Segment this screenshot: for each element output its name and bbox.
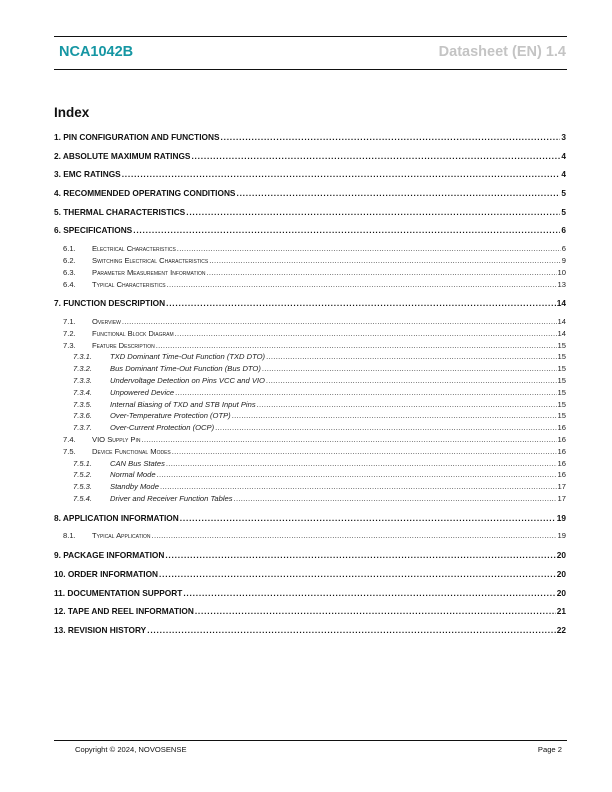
toc-subentry[interactable] <box>54 255 567 267</box>
dot-leader <box>234 493 557 504</box>
toc-entry-label: 4. RECOMMENDED OPERATING CONDITIONS <box>54 188 236 199</box>
toc-entry-page: 21 <box>556 606 566 617</box>
toc-subentry-number: 7.3.6. <box>73 411 92 421</box>
toc-subentry-number: 7.5.4. <box>73 493 92 503</box>
toc-subentry-label: Device Functional Modes <box>92 446 171 456</box>
toc-subentry-label: TXD Dominant Time-Out Function (TXD DTO) <box>110 352 266 362</box>
toc-subentry-page: 17 <box>557 482 566 492</box>
toc-subentry[interactable] <box>54 340 567 352</box>
toc-entry[interactable] <box>54 168 567 187</box>
toc-entry-label: 10. ORDER INFORMATION <box>54 568 159 579</box>
toc-subentry-label: Internal Biasing of TXD and STB Input Pins <box>110 399 256 409</box>
toc-subentry-number: 7.3.2. <box>73 364 92 374</box>
toc-subentry-page: 15 <box>557 411 566 421</box>
toc-subentry-label: Typical Characteristics <box>92 279 166 289</box>
toc-entry-label: 7. FUNCTION DESCRIPTION <box>54 298 166 309</box>
page-title: Index <box>54 105 90 120</box>
dot-leader <box>122 316 557 327</box>
toc-entry-page: 3 <box>561 132 566 142</box>
toc-entry-page: 22 <box>556 624 566 635</box>
toc-subentry-page: 10 <box>557 267 566 277</box>
toc-entry-page: 20 <box>556 568 566 579</box>
table-of-contents <box>54 131 567 643</box>
toc-entry[interactable] <box>54 587 567 606</box>
toc-subentry-number: 6.4. <box>63 279 76 289</box>
toc-subentry[interactable] <box>54 530 567 542</box>
dot-leader <box>157 469 557 480</box>
dot-leader <box>159 568 556 581</box>
toc-subentry-number: 7.3.3. <box>73 375 92 385</box>
product-name: NCA1042B <box>59 44 134 60</box>
toc-subentry-label: CAN Bus States <box>110 458 165 468</box>
header-rule-bottom <box>54 69 567 70</box>
toc-subentry-page: 15 <box>557 352 566 362</box>
dot-leader <box>209 255 561 266</box>
toc-subentry-label: Driver and Receiver Function Tables <box>110 493 233 503</box>
toc-subentry-number: 7.4. <box>63 434 76 444</box>
toc-entry[interactable] <box>54 297 567 316</box>
toc-subentry-page: 14 <box>557 328 566 338</box>
toc-subentry[interactable] <box>54 279 567 291</box>
dot-leader <box>186 206 560 219</box>
toc-entry[interactable] <box>54 624 567 643</box>
copyright: Copyright © 2024, NOVOSENSE <box>75 745 187 754</box>
toc-entry-label: 2. ABSOLUTE MAXIMUM RATINGS <box>54 150 191 161</box>
toc-subentry-number: 7.3.1. <box>73 352 92 362</box>
dot-leader <box>133 224 560 237</box>
toc-subentry-label: Parameter Measurement Information <box>92 267 206 277</box>
toc-subentry-page: 15 <box>557 340 566 350</box>
toc-entry-page: 6 <box>561 225 566 236</box>
toc-entry[interactable] <box>54 549 567 568</box>
toc-subentry-page: 19 <box>557 531 566 541</box>
dot-leader <box>160 481 557 492</box>
toc-subentry[interactable] <box>54 375 567 387</box>
dot-leader <box>172 446 557 457</box>
dot-leader <box>166 297 556 310</box>
document-version: Datasheet (EN) 1.4 <box>438 44 566 60</box>
toc-subentry-number: 7.5.1. <box>73 458 92 468</box>
dot-leader <box>122 168 561 181</box>
toc-subentry-label: Feature Description <box>92 340 155 350</box>
toc-entry-page: 4 <box>561 169 566 180</box>
toc-subentry-page: 15 <box>557 399 566 409</box>
toc-subentry[interactable] <box>54 410 567 422</box>
toc-subentry-number: 7.3.7. <box>73 423 92 433</box>
toc-subentry[interactable] <box>54 422 567 434</box>
toc-subentry[interactable] <box>54 399 567 411</box>
toc-subentry[interactable] <box>54 243 567 255</box>
header-rule-top <box>54 36 567 37</box>
toc-subentry-number: 6.3. <box>63 267 76 277</box>
dot-leader <box>175 328 557 339</box>
toc-subentry[interactable] <box>54 493 567 505</box>
toc-subsection-group <box>54 243 567 297</box>
toc-subentry[interactable] <box>54 481 567 493</box>
toc-subentry-number: 6.1. <box>63 244 76 254</box>
toc-entry-label: 5. THERMAL CHARACTERISTICS <box>54 206 186 217</box>
toc-subentry-label: Functional Block Diagram <box>92 328 174 338</box>
footer-rule <box>54 740 567 741</box>
toc-entry-label: 11. DOCUMENTATION SUPPORT <box>54 587 183 598</box>
dot-leader <box>141 434 556 445</box>
toc-subentry[interactable] <box>54 458 567 470</box>
toc-subentry-page: 6 <box>561 244 566 254</box>
dot-leader <box>156 340 557 351</box>
toc-entry[interactable] <box>54 206 567 225</box>
toc-entry-page: 5 <box>561 206 566 217</box>
toc-subentry-label: Unpowered Device <box>110 387 175 397</box>
toc-subentry-number: 7.1. <box>63 317 76 326</box>
dot-leader <box>262 363 557 374</box>
toc-subentry-number: 7.3. <box>63 340 76 350</box>
toc-entry[interactable] <box>54 512 567 531</box>
toc-subentry-label: Typical Application <box>92 531 151 541</box>
toc-subentry-number: 7.3.4. <box>73 387 92 397</box>
toc-subentry-number: 7.5.2. <box>73 470 92 480</box>
dot-leader <box>167 279 557 290</box>
dot-leader <box>236 187 560 200</box>
dot-leader <box>257 399 557 410</box>
toc-entry-label: 9. PACKAGE INFORMATION <box>54 550 165 561</box>
toc-subentry-page: 16 <box>557 470 566 480</box>
toc-entry-label: 8. APPLICATION INFORMATION <box>54 512 179 523</box>
toc-subentry[interactable] <box>54 267 567 279</box>
toc-subentry-label: Switching Electrical Characteristics <box>92 255 209 265</box>
toc-subentry-page: 16 <box>557 446 566 456</box>
toc-subentry[interactable] <box>54 316 567 328</box>
toc-entry[interactable] <box>54 150 567 169</box>
toc-subentry-label: Electrical Characteristics <box>92 244 176 254</box>
toc-entry-page: 19 <box>556 512 566 523</box>
toc-subentry-label: VIO Supply Pin <box>92 434 141 444</box>
dot-leader <box>165 549 555 562</box>
toc-subentry-page: 15 <box>557 364 566 374</box>
toc-subentry-label: Normal Mode <box>110 470 156 480</box>
toc-subentry[interactable] <box>54 328 567 340</box>
toc-subentry-label: Standby Mode <box>110 482 159 492</box>
toc-entry-label: 13. REVISION HISTORY <box>54 624 147 635</box>
toc-subsection-group <box>54 316 567 512</box>
dot-leader <box>180 512 556 525</box>
toc-subentry-number: 7.5. <box>63 446 76 456</box>
dot-leader <box>195 605 556 618</box>
toc-subentry-label: Bus Dominant Time-Out Function (Bus DTO) <box>110 364 261 374</box>
toc-subentry[interactable] <box>54 446 567 458</box>
toc-subentry[interactable] <box>54 469 567 481</box>
toc-entry[interactable] <box>54 224 567 243</box>
toc-entry-page: 14 <box>556 298 566 309</box>
toc-subentry-page: 16 <box>557 458 566 468</box>
toc-subentry[interactable] <box>54 351 567 363</box>
toc-subentry-page: 15 <box>557 375 566 385</box>
toc-subentry-number: 6.2. <box>63 255 76 265</box>
toc-entry-label: 1. PIN CONFIGURATION AND FUNCTIONS <box>54 132 220 142</box>
toc-entry[interactable] <box>54 605 567 624</box>
toc-subentry-label: Over-Temperature Protection (OTP) <box>110 411 231 421</box>
dot-leader <box>232 410 557 421</box>
toc-entry-page: 4 <box>561 150 566 161</box>
toc-entry-label: 12. TAPE AND REEL INFORMATION <box>54 606 194 617</box>
toc-subentry-page: 16 <box>557 434 566 444</box>
toc-subentry-number: 8.1. <box>63 531 76 541</box>
toc-entry[interactable] <box>54 568 567 587</box>
dot-leader <box>191 150 560 163</box>
toc-subentry-page: 9 <box>561 255 566 265</box>
dot-leader <box>220 131 560 144</box>
toc-entry-page: 5 <box>561 188 566 199</box>
toc-subentry-number: 7.3.5. <box>73 399 92 409</box>
dot-leader <box>147 624 556 637</box>
toc-subentry-page: 17 <box>557 493 566 503</box>
toc-subentry-page: 14 <box>557 317 566 326</box>
toc-subentry-label: Over-Current Protection (OCP) <box>110 423 215 433</box>
toc-entry-page: 20 <box>556 550 566 561</box>
dot-leader <box>166 458 557 469</box>
dot-leader <box>266 351 556 362</box>
toc-subentry[interactable] <box>54 434 567 446</box>
dot-leader <box>183 587 555 600</box>
dot-leader <box>152 530 557 541</box>
toc-entry-page: 20 <box>556 587 566 598</box>
dot-leader <box>175 387 556 398</box>
toc-subentry[interactable] <box>54 363 567 375</box>
dot-leader <box>177 243 561 254</box>
page-number: Page 2 <box>537 745 562 754</box>
toc-subentry-page: 15 <box>557 387 566 397</box>
toc-entry-label: 3. EMC RATINGS <box>54 169 121 180</box>
toc-subsection-group <box>54 530 567 549</box>
toc-entry[interactable] <box>54 131 567 150</box>
toc-subentry-number: 7.5.3. <box>73 482 92 492</box>
toc-subentry[interactable] <box>54 387 567 399</box>
toc-subentry-label: Overview <box>92 317 121 326</box>
dot-leader <box>266 375 557 386</box>
dot-leader <box>215 422 556 433</box>
dot-leader <box>206 267 556 278</box>
toc-subentry-page: 13 <box>557 279 566 289</box>
toc-subentry-number: 7.2. <box>63 328 76 338</box>
toc-entry[interactable] <box>54 187 567 206</box>
toc-subentry-label: Undervoltage Detection on Pins VCC and VIO <box>110 375 265 385</box>
toc-entry-label: 6. SPECIFICATIONS <box>54 225 133 236</box>
toc-subentry-page: 16 <box>557 423 566 433</box>
